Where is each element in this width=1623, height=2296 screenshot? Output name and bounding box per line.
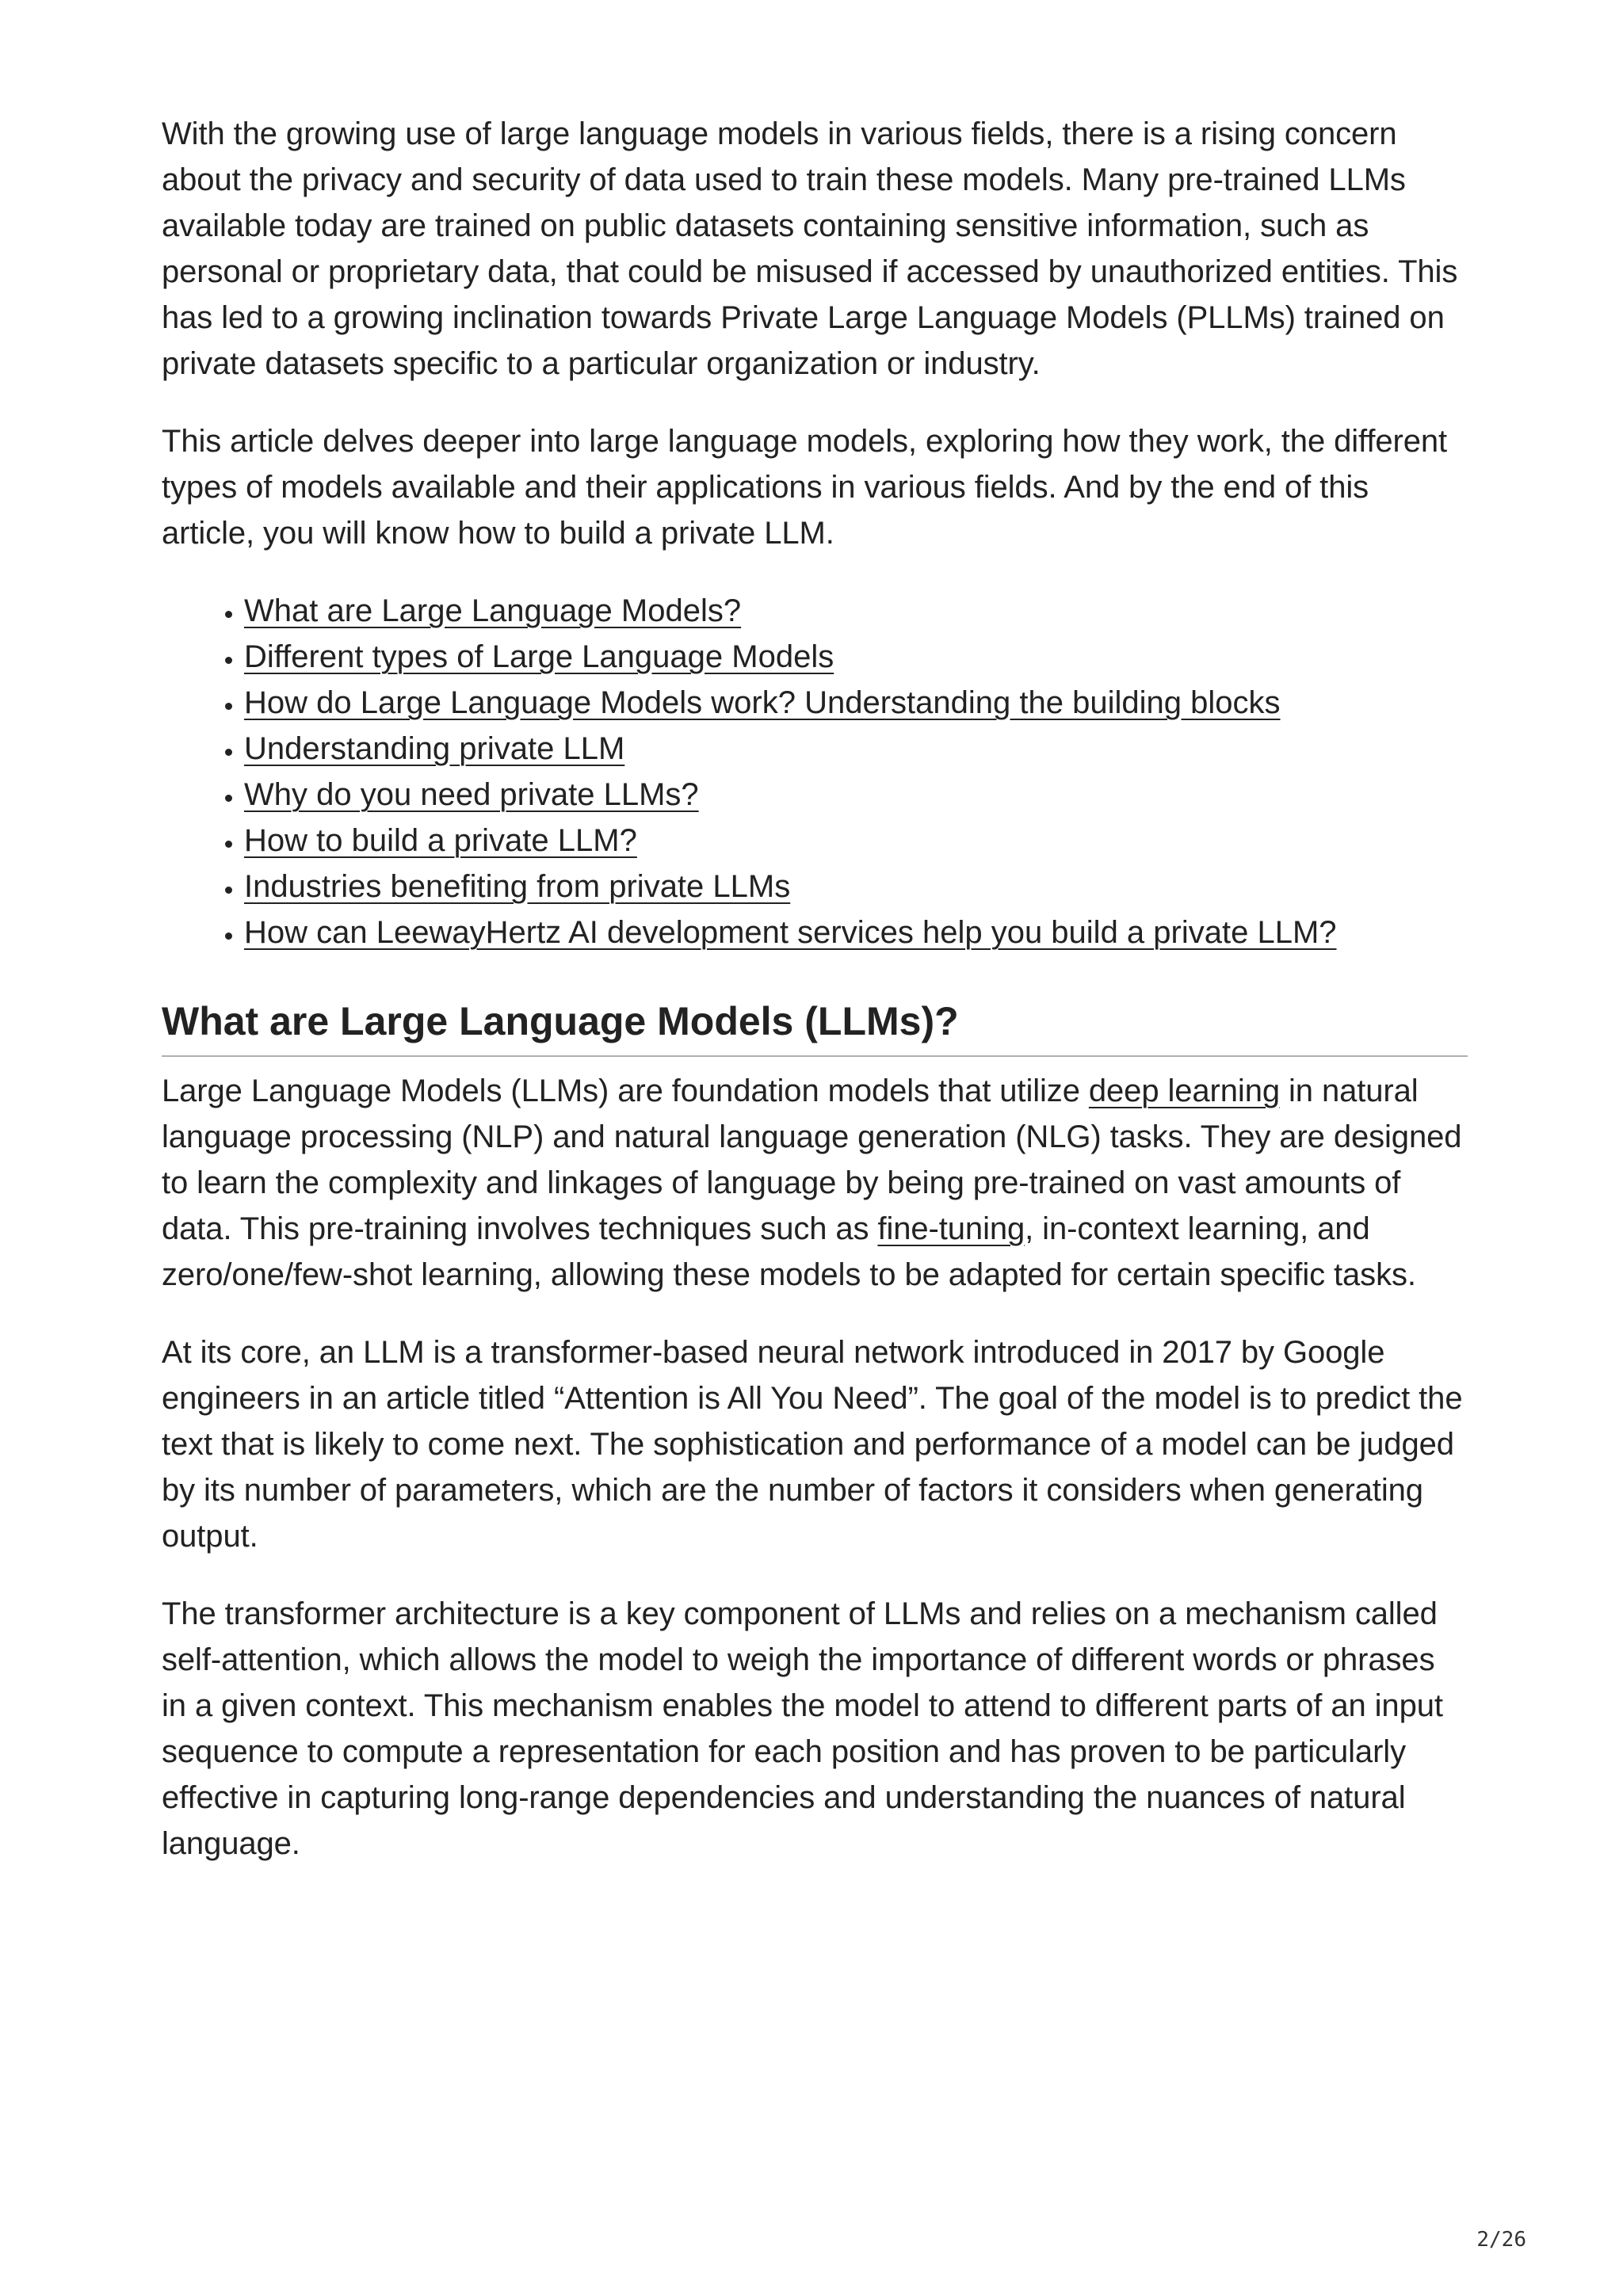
toc-item [244, 680, 1468, 726]
fine-tuning-link[interactable]: fine-tuning [877, 1211, 1025, 1246]
toc-link-how-to-build[interactable]: How to build a private LLM? [244, 823, 637, 858]
toc-item [244, 588, 1468, 634]
section-paragraph-3: The transformer architecture is a key component of LLMs and relies on a mechanism called self-attention, which allows the model to weigh the importance of different words or phrases in a given context. This mechanism enables the model to attend to different parts of an input sequence to compute a representation for each position and has proven to be particularly effective in capturing long-range dependencies and understanding the nuances of natural language. [162, 1596, 1443, 1861]
toc-item [244, 818, 1468, 864]
p1-text-end: , in-context learning, and zero/one/few-shot learning, allowing these models to be adapted for certain specific tasks. [162, 1211, 1416, 1292]
p1-text-middle: in natural language processing (NLP) and natural language generation (NLG) tasks. They are designed to learn the complexity and linkages of language by being pre-trained on vast amounts of data. This pre-training involves techniques such as [162, 1074, 1462, 1246]
toc-item [244, 772, 1468, 818]
section-paragraph-2: At its core, an LLM is a transformer-based neural network introduced in 2017 by Google engineers in an article titled “Attention is All You Need”. The goal of the model is to predict the text that is likely to come next. The sophistication and performance of a model can be judged by its number of parameters, which are the number of factors it considers when generating output. [162, 1335, 1463, 1554]
toc-link-types-of-llms[interactable]: Different types of Large Language Models [244, 639, 834, 674]
toc-item [244, 634, 1468, 680]
toc-item [244, 910, 1468, 955]
section-paragraph-1 [162, 1068, 1468, 1298]
intro-paragraph-2: This article delves deeper into large language models, exploring how they work, the different types of models available and their applications in various fields. And by the end of this article, you will know how to build a private LLM. [162, 424, 1448, 551]
section-heading: What are Large Language Models (LLMs)? [162, 995, 1468, 1057]
toc-item [244, 864, 1468, 910]
toc-link-industries[interactable]: Industries benefiting from private LLMs [244, 869, 791, 904]
article-page [162, 111, 1468, 1898]
toc-item [244, 726, 1468, 772]
deep-learning-link[interactable]: deep learning [1088, 1074, 1280, 1108]
table-of-contents [162, 588, 1468, 955]
page-number: 2/26 [1476, 2228, 1526, 2252]
toc-link-what-are-llms[interactable]: What are Large Language Models? [244, 593, 742, 628]
toc-link-how-llms-work[interactable]: How do Large Language Models work? Understanding the building blocks [244, 685, 1281, 720]
toc-link-leewayhertz-services[interactable]: How can LeewayHertz AI development services help you build a private LLM? [244, 915, 1337, 950]
toc-link-why-private-llms[interactable]: Why do you need private LLMs? [244, 777, 699, 812]
toc-link-understanding-private-llm[interactable]: Understanding private LLM [244, 731, 625, 766]
p1-text-start: Large Language Models (LLMs) are foundation models that utilize [162, 1074, 1089, 1108]
intro-paragraph-1: With the growing use of large language models in various fields, there is a rising concern about the privacy and security of data used to train these models. Many pre-trained LLMs available today are trained on public datasets containing sensitive information, such as personal or proprietary data, that could be misused if accessed by unauthorized entities. This has led to a growing inclination towards Private Large Language Models (PLLMs) trained on private datasets specific to a particular organization or industry. [162, 116, 1458, 381]
